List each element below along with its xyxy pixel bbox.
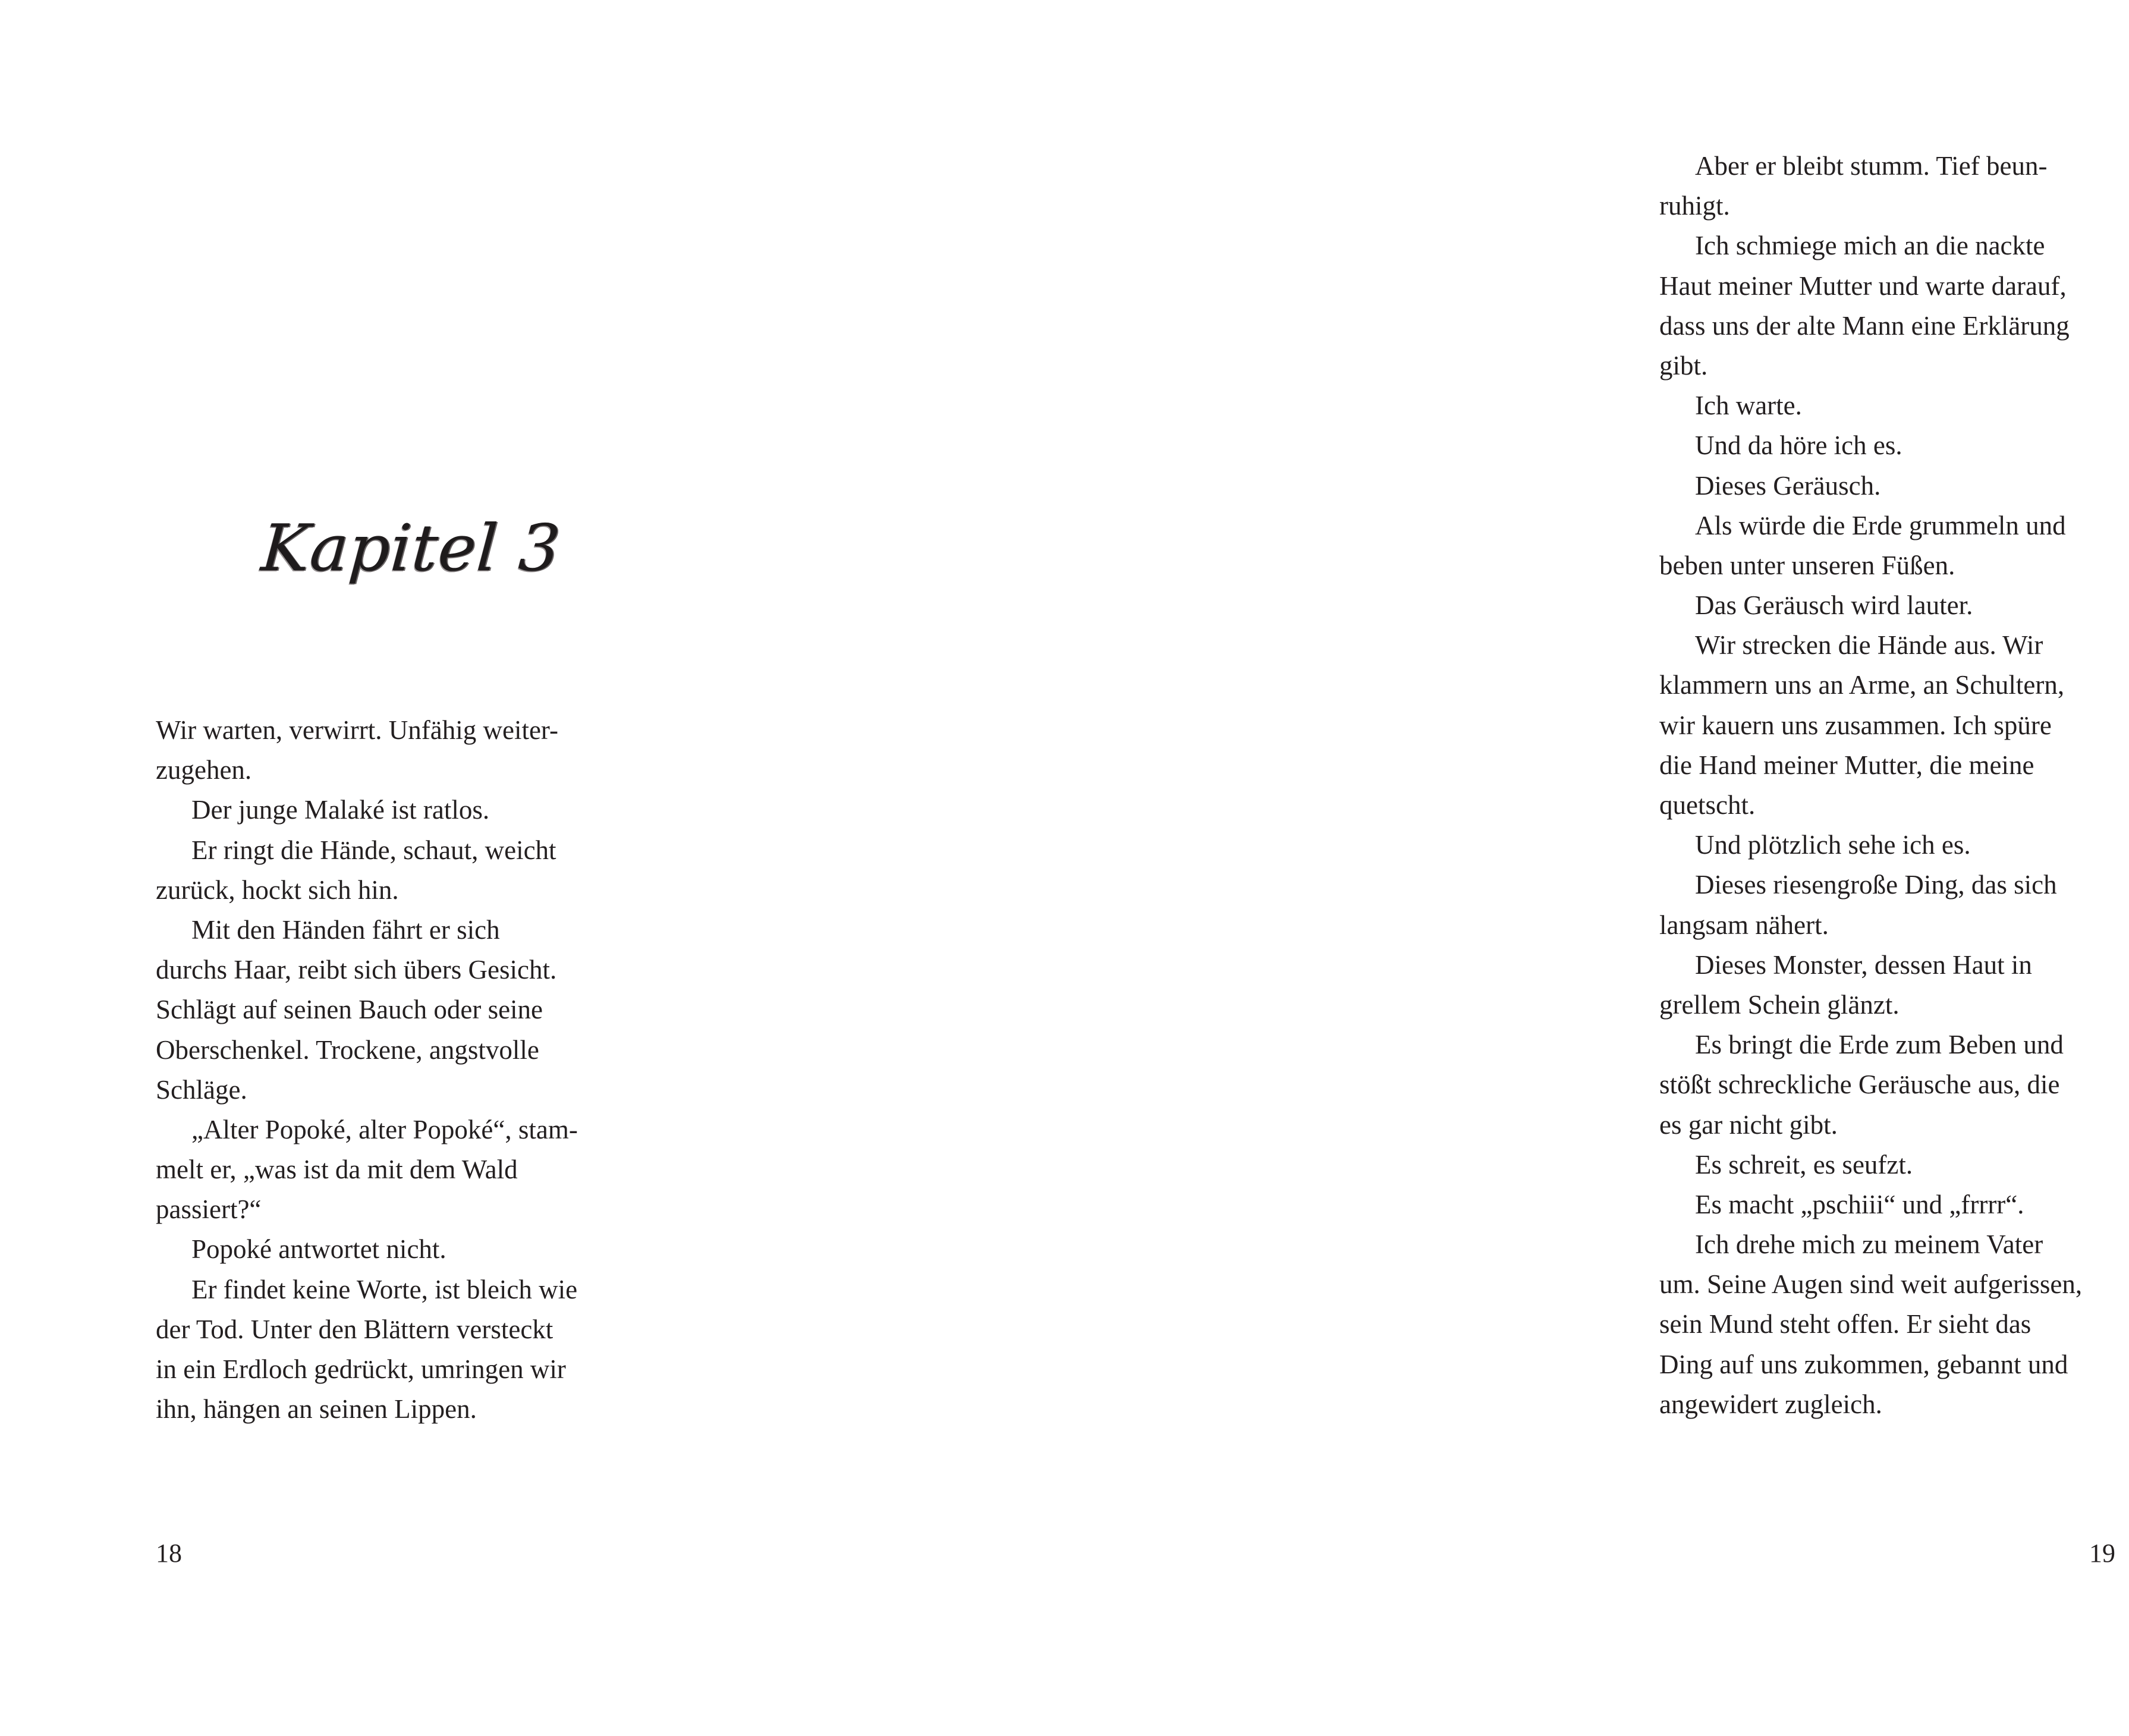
- text-line: Ich schmiege mich an die nackte: [1695, 231, 2045, 261]
- text-line: Als würde die Erde grummeln und: [1695, 510, 2066, 540]
- text-line: Und da höre ich es.: [1695, 430, 1902, 461]
- text-line: Dieses Geräusch.: [1695, 470, 1881, 501]
- text-line: „Alter Popoké, alter Popoké“, stam-: [191, 1114, 578, 1144]
- text-line: Schläge.: [156, 1074, 247, 1105]
- text-line: Ding auf uns zukommen, gebannt und: [1659, 1349, 2068, 1379]
- text-line: Ich warte.: [1695, 391, 1802, 421]
- text-line: melt er, „was ist da mit dem Wald: [156, 1155, 518, 1185]
- text-line: um. Seine Augen sind weit aufgerissen,: [1659, 1269, 2083, 1300]
- text-line: Wir warten, verwirrt. Unfähig weiter-: [156, 715, 558, 745]
- text-line: Der junge Malaké ist ratlos.: [191, 795, 490, 825]
- right-page-text: [1659, 146, 2129, 1424]
- text-line: Aber er bleibt stumm. Tief beun-: [1695, 151, 2048, 181]
- text-line: Schlägt auf seinen Bauch oder seine: [156, 995, 543, 1025]
- text-line: Es bringt die Erde zum Beben und: [1695, 1030, 2064, 1060]
- text-line: zurück, hockt sich hin.: [156, 875, 399, 905]
- left-page-text: [156, 710, 625, 1429]
- text-line: wir kauern uns zusammen. Ich spüre: [1659, 710, 2052, 740]
- text-line: stößt schreckliche Geräusche aus, die: [1659, 1070, 2060, 1100]
- left-page: [0, 0, 761, 1736]
- text-line: Mit den Händen fährt er sich: [191, 914, 500, 945]
- text-line: Dieses riesengroße Ding, das sich: [1695, 870, 2057, 900]
- text-line: ruhigt.: [1659, 191, 1730, 221]
- text-line: gibt.: [1659, 350, 1708, 380]
- text-line: Oberschenkel. Trockene, angstvolle: [156, 1034, 539, 1065]
- right-page: [761, 0, 2115, 1736]
- text-line: langsam nähert.: [1659, 910, 1829, 940]
- text-line: Ich drehe mich zu meinem Vater: [1695, 1229, 2043, 1260]
- text-line: in ein Erdloch gedrückt, umringen wir: [156, 1354, 566, 1384]
- text-line: passiert?“: [156, 1194, 262, 1225]
- text-line: Es macht „pschiii“ und „frrrr“.: [1695, 1189, 2024, 1219]
- text-line: sein Mund steht offen. Er sieht das: [1659, 1309, 2031, 1339]
- text-line: ihn, hängen an seinen Lippen.: [156, 1394, 477, 1424]
- text-line: zugehen.: [156, 755, 252, 785]
- text-line: grellem Schein glänzt.: [1659, 989, 1900, 1020]
- chapter-title: Kapitel 3: [259, 511, 564, 586]
- page-number-left: 18: [156, 1539, 182, 1568]
- text-line: Und plötzlich sehe ich es.: [1695, 830, 1971, 860]
- text-line: beben unter unseren Füßen.: [1659, 550, 1955, 580]
- text-line: Wir strecken die Hände aus. Wir: [1695, 630, 2043, 661]
- text-line: quetscht.: [1659, 790, 1756, 820]
- text-line: durchs Haar, reibt sich übers Gesicht.: [156, 955, 557, 985]
- page-number-right: 19: [2089, 1539, 2115, 1568]
- text-line: Popoké antwortet nicht.: [191, 1234, 446, 1265]
- text-line: Dieses Monster, dessen Haut in: [1695, 949, 2032, 980]
- text-line: die Hand meiner Mutter, die meine: [1659, 750, 2034, 780]
- text-line: es gar nicht gibt.: [1659, 1109, 1838, 1140]
- text-line: Er ringt die Hände, schaut, weicht: [191, 835, 556, 865]
- text-line: der Tod. Unter den Blättern versteckt: [156, 1314, 554, 1344]
- text-line: Es schreit, es seufzt.: [1695, 1149, 1913, 1180]
- text-line: dass uns der alte Mann eine Erklärung: [1659, 310, 2070, 341]
- text-line: Haut meiner Mutter und warte darauf,: [1659, 271, 2067, 301]
- text-line: Das Geräusch wird lauter.: [1695, 590, 1973, 621]
- text-line: angewidert zugleich.: [1659, 1389, 1882, 1419]
- text-line: Er findet keine Worte, ist bleich wie: [191, 1274, 578, 1304]
- text-line: klammern uns an Arme, an Schultern,: [1659, 670, 2065, 700]
